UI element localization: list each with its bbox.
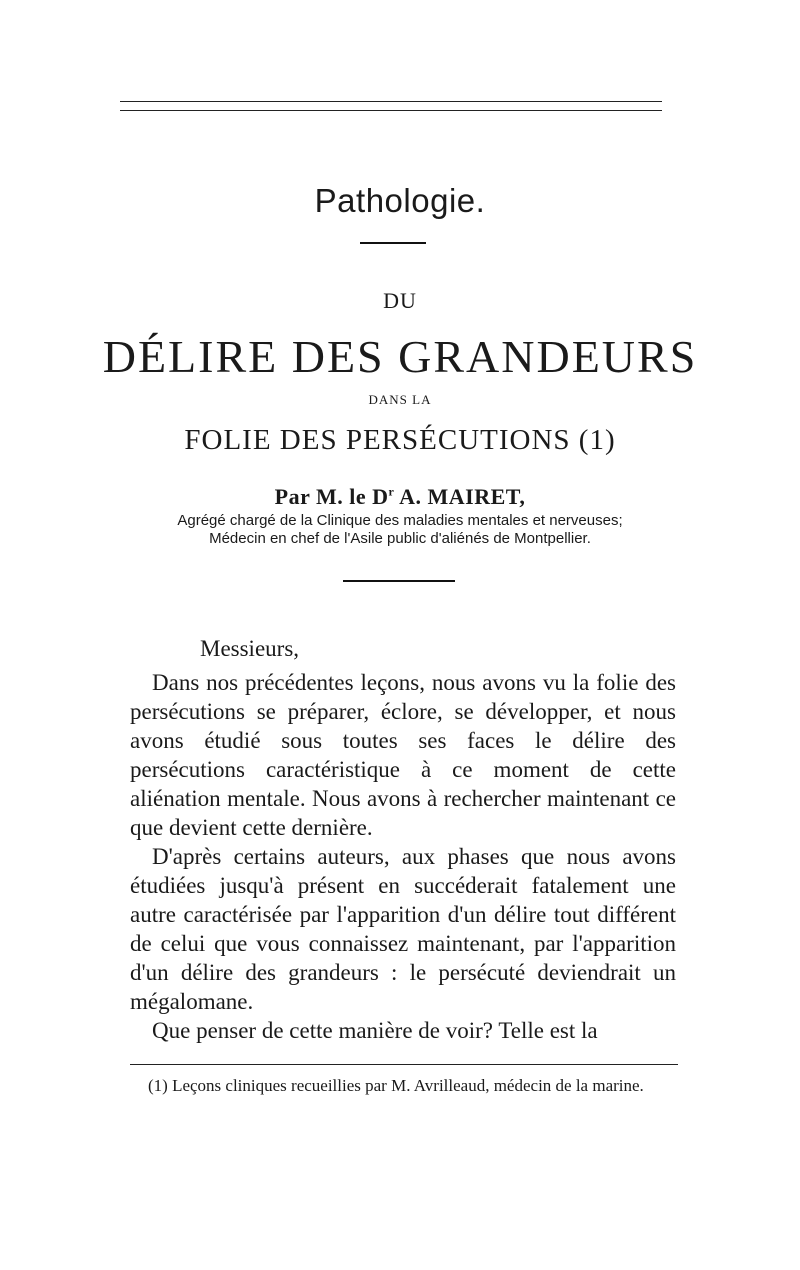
title-du: DU [383,288,417,313]
body-text [130,668,676,1045]
author-affiliation-2: Médecin en chef de l'Asile public d'aliénés de Montpellier. [209,530,591,547]
paragraph: D'après certains auteurs, aux phases que nous avons étudiées jusqu'à présent en succéderait fatalement une autre caractérisée par l'apparition d'un délire tout différent de celui que vous connaissez maintenant, par l'apparition d'un délire des grandeurs : le persécuté deviendrait un mégalomane. [130,844,676,1014]
author-name: A. MAIRET, [394,484,526,509]
author-prefix-sup: r [388,484,395,499]
author-line [0,484,800,510]
section-heading: Pathologie. [314,182,486,219]
main-title: DÉLIRE DES GRANDEURS [102,331,698,382]
author-divider [343,580,455,582]
section-divider [360,242,426,244]
salutation: Messieurs, [200,636,300,661]
paragraph: Dans nos précédentes leçons, nous avons vu la folie des persécutions se préparer, éclore, se développer, et nous avons étudié sous toutes ses faces le délire des persécutions caractéristique à ce moment de cette aliénation mentale. Nous avons à rechercher maintenant ce que devient cette dernière. [130,670,676,840]
footnote-rule [130,1064,678,1065]
footnote: (1) Leçons cliniques recueillies par M. Avrilleaud, médecin de la marine. [148,1076,644,1095]
author-affiliation-1: Agrégé chargé de la Clinique des maladies mentales et nerveuses; [177,512,623,529]
title-dans-la: DANS LA [368,392,432,407]
header-rule-bottom [120,110,662,111]
paragraph: Que penser de cette manière de voir? Telle est la [152,1018,598,1043]
header-rule-top [120,101,662,102]
author-prefix: Par M. le D [274,484,389,509]
sub-title: FOLIE DES PERSÉCUTIONS (1) [184,424,616,456]
